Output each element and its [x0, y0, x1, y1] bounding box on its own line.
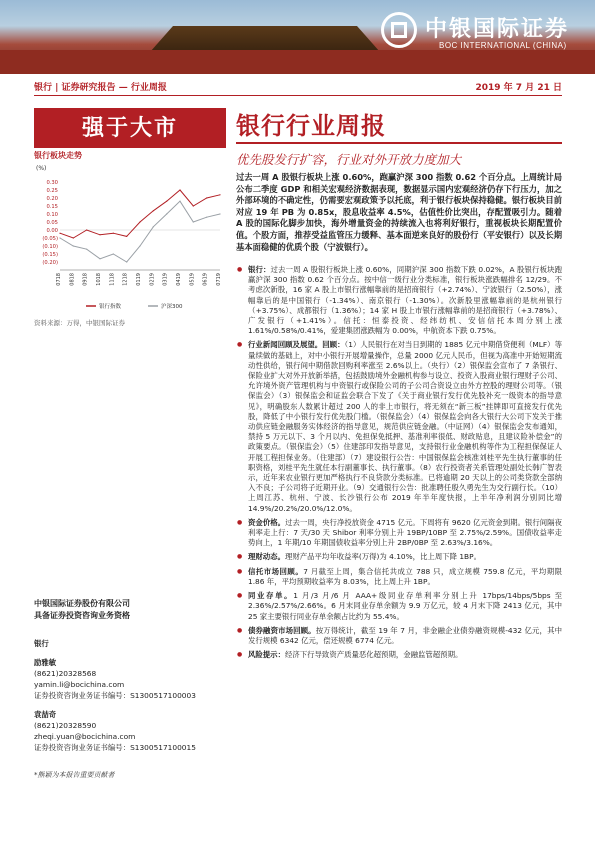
y-tick-label: (0.15) — [42, 252, 58, 258]
bullet-item — [236, 552, 562, 562]
y-tick-label: 0.10 — [46, 212, 58, 218]
analyst-cert: 证券投资咨询业务证书编号：S1300517100015 — [34, 743, 196, 752]
x-tick-label: 0119 — [136, 273, 142, 286]
legend-label: 银行指数 — [99, 304, 122, 310]
boc-logo-icon — [381, 12, 417, 48]
bullet-text: 经济下行导致资产质量恶化超预期，金融监管超预期。 — [284, 650, 463, 660]
bullet-list — [236, 265, 562, 664]
company-name: 中银国际证券股份有限公司 — [34, 599, 130, 608]
x-tick-label: 0818 — [69, 273, 76, 286]
bullet-text: 理财产品平均年收益率(万得)为 4.10%，比上周下降 1BP。 — [284, 552, 481, 562]
data-point — [99, 234, 100, 235]
analyst-block — [34, 709, 226, 753]
y-tick-label: 0.30 — [46, 180, 58, 186]
data-point — [179, 201, 180, 202]
contributor-note: *熊颖为本报告重要贡献者 — [34, 771, 115, 779]
brand-name-cn: 中银国际证券 — [425, 16, 570, 42]
x-tick-label: 0918 — [82, 273, 89, 286]
data-point — [113, 253, 114, 254]
data-point — [73, 245, 74, 246]
bullet-item — [236, 265, 562, 336]
chart-source: 资料来源：万得，中银国际证券 — [34, 319, 125, 327]
bullet-item — [236, 626, 562, 646]
analyst-cert: 证券投资咨询业务证书编号：S1300517100003 — [34, 691, 196, 700]
title-divider — [236, 142, 562, 144]
bullet-text: （1）人民银行在对当日到期的 1885 亿元中期借贷便利（MLF）等量续做的基础上，对中小银行开展增量操作，总量 2000 亿元人民币，但视为高准中开始短期流动性供给，银行间中期借款回购利率涨至 2.6%以上。（央行）（2）银保监会宣布了 7 条银行、保险业扩大对外开放新举措，包括鼓励境外金融机构参与设立、投资入股商业银行理财子公司、允许境外资产管理机构与中资银行或保险公司的子公司合资设立由外方控股的理财公司等。（银保监会）（3）银保监会和证监会联合下发了《关于商业银行发行优先股补充一级资本的指导意见》，明确股东人数累计超过 200 人的非上市银行，将无须在“新三板”挂牌即可直接发行优先股，降低了中小银行发行优先股门槛。（银保监会）（4）银保监会向各大银行大公司下发关于推动供应链金融服务实体经济的指导意见，规范供应链金融。（中证网）（4）银保监会发布通知，禁持 5 万元以下、3 个月以内、免担保免抵押、基准利率很低、财政贴息，且建议险补偿金”的政策要点。（银保监会）（5）住建部印发指导意见，支持银行业金融机构等作为工程担保保证人开展工程担保业务。（住建部）（7）建设银行公告：中国银保监会核准刘桂平先生执行董事的任职资格，刘桂平先生就任本行副董事长、执行董事。（8）农行投资者关系管理处副处长韩广智表示，近年来农业银行更加严格执行不良贷款分类标准。已将逾期 20 天以上的公司类贷款全部纳入不良；子公司将子近期开业。（9）交通银行公告：批准聘任殷久勇先生为交行副行长。（10）上周江苏、杭州、宁波、长沙银行公布 2019 年半年度快报，上半年净利润分别同比增 14.9%/20.2%/20.0%/12.0%。 — [248, 340, 562, 513]
bullet-heading: 资金价格。 — [248, 517, 286, 527]
data-point — [59, 237, 60, 238]
data-point — [166, 201, 167, 202]
bullet-item — [236, 591, 562, 622]
x-tick-label: 1118 — [109, 273, 116, 286]
data-point — [166, 213, 167, 214]
bullet-heading: 风险提示： — [248, 650, 285, 660]
report-date: 2019 年 7 月 21 日 — [475, 83, 562, 93]
bullet-heading: 理财动态。 — [248, 552, 285, 562]
brand-logo — [381, 8, 581, 58]
header-banner — [0, 0, 595, 74]
data-point — [86, 249, 87, 250]
data-point — [193, 205, 194, 206]
sector-label: 银行 — [34, 639, 49, 648]
company-qualification: 具备证券投资咨询业务资格 — [34, 611, 130, 620]
page-subtitle: 优先股发行扩容，行业对外开放力度加大 — [236, 152, 462, 167]
y-tick-label: (0.05) — [42, 236, 58, 242]
rating-badge: 强于大市 — [34, 108, 226, 148]
y-tick-label: 0.20 — [46, 196, 58, 202]
bullet-text: 1 月/3 月/6 月 AAA+级同业存单利率分别上升 17bps/14bps/5bps 至 2.36%/2.57%/2.66%。6 月末同业存单余额为 9.9 万亿元，较 4 月末下降 2413 亿元，其中 25 家主要银行同业存单余额占比约为 55.4%。 — [248, 591, 562, 621]
analyst-name: 励雅敏 — [34, 658, 57, 667]
legend-label: 沪深300 — [161, 304, 183, 310]
y-axis-label: (%) — [36, 165, 47, 172]
bullet-text: 7 月截至上周，集合信托共成立 788 只，成立规模 759.8 亿元，平均期限 1.86 年，平均预期收益率为 8.03%，比上周上升 1BP。 — [248, 566, 562, 586]
banner-roof — [150, 26, 380, 52]
bullet-heading: 行业新闻回顾及展望。回顾： — [248, 340, 345, 350]
x-tick-label: 0719 — [216, 273, 222, 286]
data-point — [126, 236, 127, 237]
y-tick-label: (0.10) — [42, 244, 58, 250]
data-point — [73, 237, 74, 238]
bullet-heading: 同业存单。 — [248, 591, 294, 601]
page-title: 银行行业周报 — [236, 111, 386, 140]
x-tick-label: 0319 — [162, 273, 169, 286]
data-point — [219, 194, 220, 195]
bullet-item — [236, 567, 562, 587]
data-point — [219, 213, 220, 214]
data-point — [139, 245, 140, 246]
left-info-panel — [34, 598, 226, 753]
data-point — [86, 229, 87, 230]
analyst-name: 袁喆奇 — [34, 710, 57, 719]
report-header — [34, 78, 562, 96]
data-point — [59, 233, 60, 234]
x-tick-label: 1218 — [122, 273, 129, 286]
bullet-item — [236, 650, 562, 660]
analyst-phone: (8621)20328590 — [34, 721, 97, 730]
bullet-item — [236, 340, 562, 513]
brand-name-en: BOC INTERNATIONAL (CHINA) — [439, 41, 567, 50]
x-tick-label: 0419 — [176, 273, 182, 286]
y-tick-label: 0.15 — [46, 204, 58, 210]
chart-title: 银行板块走势 — [34, 151, 82, 160]
y-tick-label: 0.25 — [46, 188, 58, 194]
report-category: 银行 | 证券研究报告 — 行业周报 — [34, 83, 167, 93]
data-point — [206, 197, 207, 198]
x-tick-label: 0619 — [202, 273, 209, 286]
analyst-phone: (8621)20328568 — [34, 669, 97, 678]
bullet-text: 过去一周，央行净投放资金 4715 亿元。下周将有 9620 亿元资金到期。银行间隔夜利率走上行：7 天/30 天 Shibor 利率分别上升 19BP/10BP 至 2.75%/2.59%。国债收益率走势向上，1 年期/10 年期国债收益率分别上升 2BP/0BP 至 2.63%/3.16%。 — [248, 517, 562, 548]
bullet-heading: 信托市场回顾。 — [248, 566, 304, 576]
line-chart — [34, 162, 226, 312]
x-tick-label: 0519 — [189, 273, 196, 286]
bullet-heading: 债券融资市场回顾。 — [248, 625, 316, 635]
data-point — [153, 226, 154, 227]
data-point — [99, 258, 100, 259]
data-point — [179, 189, 180, 190]
data-point — [126, 261, 127, 262]
x-tick-label: 1018 — [96, 273, 102, 286]
data-point — [193, 221, 194, 222]
chart-panel — [34, 162, 226, 312]
y-tick-label: 0.00 — [46, 228, 58, 234]
data-point — [139, 221, 140, 222]
y-tick-label: (0.20) — [42, 260, 58, 266]
bullet-heading: 银行： — [248, 265, 271, 274]
analyst-email[interactable]: zheqi.yuan@bocichina.com — [34, 732, 136, 741]
x-tick-label: 0219 — [149, 273, 156, 286]
bullet-text: 过去一周 A 股银行板块上涨 0.60%，同期沪深 300 指数下跌 0.02%，A 股银行板块跑赢沪深 300 指数 0.62 个百分点。按中信一级行业分类标准，银行板块涨跌幅排名 12/29。不考虑次新股，16 家 A 股上市银行涨幅靠前的是招商银行（+2.74%）、宁波银行（2.50%），涨幅靠后的是中国银行（-1.34%）、南京银行（-1.30%）。次新股里涨幅靠前的是杭州银行（+3.75%）、成都银行（1.36%）；14 家 H 股上市银行涨幅靠前的是招商银行（+3.78%）、广发银行（+1.41%）。信托：恒泰投资、经纬纺机、安信信托本周分别上涨 1.61%/0.58%/0.41%，爱建集团涨跌幅为 0.00%，中航资本下跌 0.75%。 — [248, 265, 562, 336]
x-tick-label: 0718 — [56, 273, 62, 286]
bullet-text: 按万得统计，截至 19 年 7 月，非金融企业债券融资规模-432 亿元，其中发行规模 6342 亿元，偿还规模 6774 亿元。 — [248, 625, 562, 645]
bullet-item — [236, 518, 562, 549]
analyst-block — [34, 657, 226, 701]
series-line — [60, 190, 220, 238]
y-tick-label: 0.05 — [46, 220, 58, 226]
data-point — [113, 233, 114, 234]
analyst-email[interactable]: yamin.li@bocichina.com — [34, 680, 125, 689]
data-point — [206, 217, 207, 218]
summary-paragraph: 过去一周 A 股银行板块上涨 0.60%，跑赢沪深 300 指数 0.62 个百分点。上周统计局公布二季度 GDP 和相关宏观经济数据表现，数据显示国内宏观经济仍存下行压力，加之外部环境的不确定性，仍需要宏观政策予以托底，利于银行板块保持稳健。银行板块目前对应 19 年 PB 为 0.85x，股息收益率 4.5%，估值性价比突出，存配置吸引力。随着 A 股的国际化脚步加快，海外增量资金的持续流入也将利好银行，重视板块长期配置价值。个股方面，推荐受益监管压力缓释、基本面逆来良好的股份行（平安银行）以及长期基本面稳健的优质个股（宁波银行）。 — [236, 172, 562, 252]
data-point — [153, 210, 154, 211]
